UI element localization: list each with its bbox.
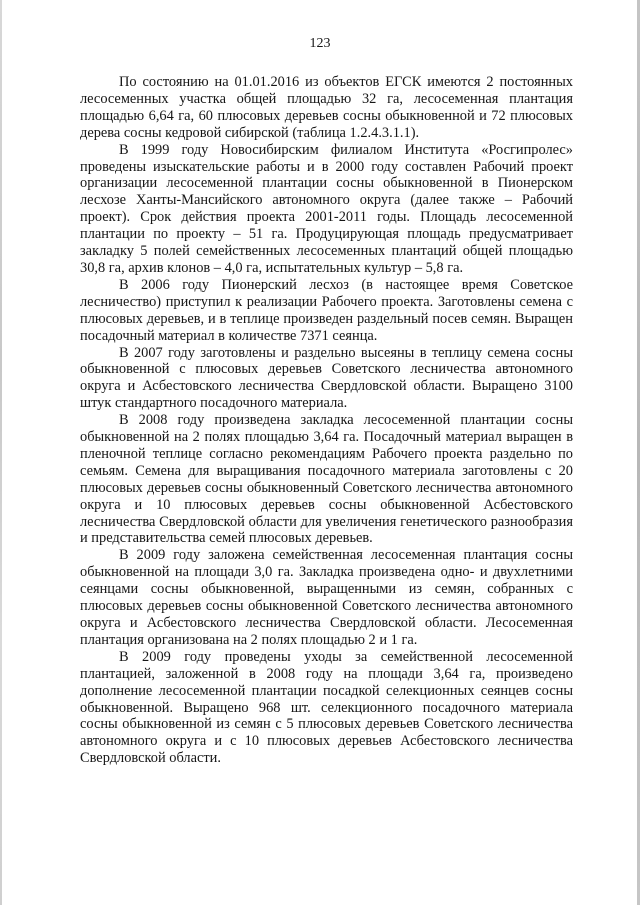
- paragraph-egsk-status: По состоянию на 01.01.2016 из объектов ЕГСК имеются 2 постоянных лесосеменных участка общей площадью 32 га, лесосеменная плантация площадью 6,64 га, 60 плюсовых деревьев сосны обыкновенной и 72 плюсовых дерева сосны кедровой сибирской (таблица 1.2.4.3.1.1).: [80, 74, 573, 141]
- scan-edge-left: [0, 0, 2, 905]
- paragraph-1999-survey: В 1999 году Новосибирским филиалом Института «Росгипролес» проведены изыскательские работы и в 2000 году составлен Рабочий проект организации лесосеменной плантации сосны обыкновенной в Пионерском лесхозе Ханты-Мансийского автономного округа (далее также – Рабочий проект). Срок действия проекта 2001-2011 годы. Площадь лесосеменной плантации по проекту – 51 га. Продуцирующая площадь предусматривает закладку 5 полей семейственных лесосеменных плантаций общей площадью 30,8 га, архив клонов – 4,0 га, испытательных культур – 5,8 га.: [80, 141, 573, 276]
- paragraph-2008-planting: В 2008 году произведена закладка лесосеменной плантации сосны обыкновенной на 2 полях площадью 3,64 га. Посадочный материал выращен в пленочной теплице согласно рекомендациям Рабочего проекта раздельно по семьям. Семена для выращивания посадочного материала заготовлены с 20 плюсовых деревьев сосны обыкновенный Советского лесничества автономного округа и 10 плюсовых деревьев сосны обыкновенной Асбестовского лесничества Свердловской области для увеличения генетического разнообразия и представительства семей плюсовых деревьев.: [80, 412, 573, 547]
- page-number: 123: [309, 36, 331, 51]
- paragraph-2007-sowing: В 2007 году заготовлены и раздельно высеяны в теплицу семена сосны обыкновенной с плюсовых деревьев Советского лесничества автономного округа и Асбестовского лесничества Свердловской области. Выращено 3100 штук стандартного посадочного материала.: [80, 344, 573, 412]
- paragraph-2009-family-plantation: В 2009 году заложена семейственная лесосеменная плантация сосны обыкновенной на площади 3,0 га. Закладка произведена одно- и двухлетними сеянцами сосны обыкновенной, выращенными из семян, собранных с плюсовых деревьев сосны обыкновенной Советского лесничества автономного округа и Асбестовского лесничества Свердловской области. Лесосеменная плантация организована на 2 полях площадью 2 и 1 га.: [80, 547, 573, 648]
- body-text: [80, 74, 573, 767]
- paragraph-2006-start: В 2006 году Пионерский лесхоз (в настоящее время Советское лесничество) приступил к реализации Рабочего проекта. Заготовлены семена с плюсовых деревьев, и в теплице произведен раздельный посев семян. Выращен посадочный материал в количестве 7371 сеянца.: [80, 276, 573, 344]
- paragraph-2009-maintenance: В 2009 году проведены уходы за семейственной лесосеменной плантацией, заложенной в 2008 году на площади 3,64 га, произведено дополнение лесосеменной плантации посадкой селекционных сеянцев сосны обыкновенной. Выращено 968 шт. селекционного посадочного материала сосны обыкновенной из семян с 5 плюсовых деревьев Советского лесничества автономного округа и с 10 плюсовых деревьев Асбестовского лесничества Свердловской области.: [80, 648, 573, 767]
